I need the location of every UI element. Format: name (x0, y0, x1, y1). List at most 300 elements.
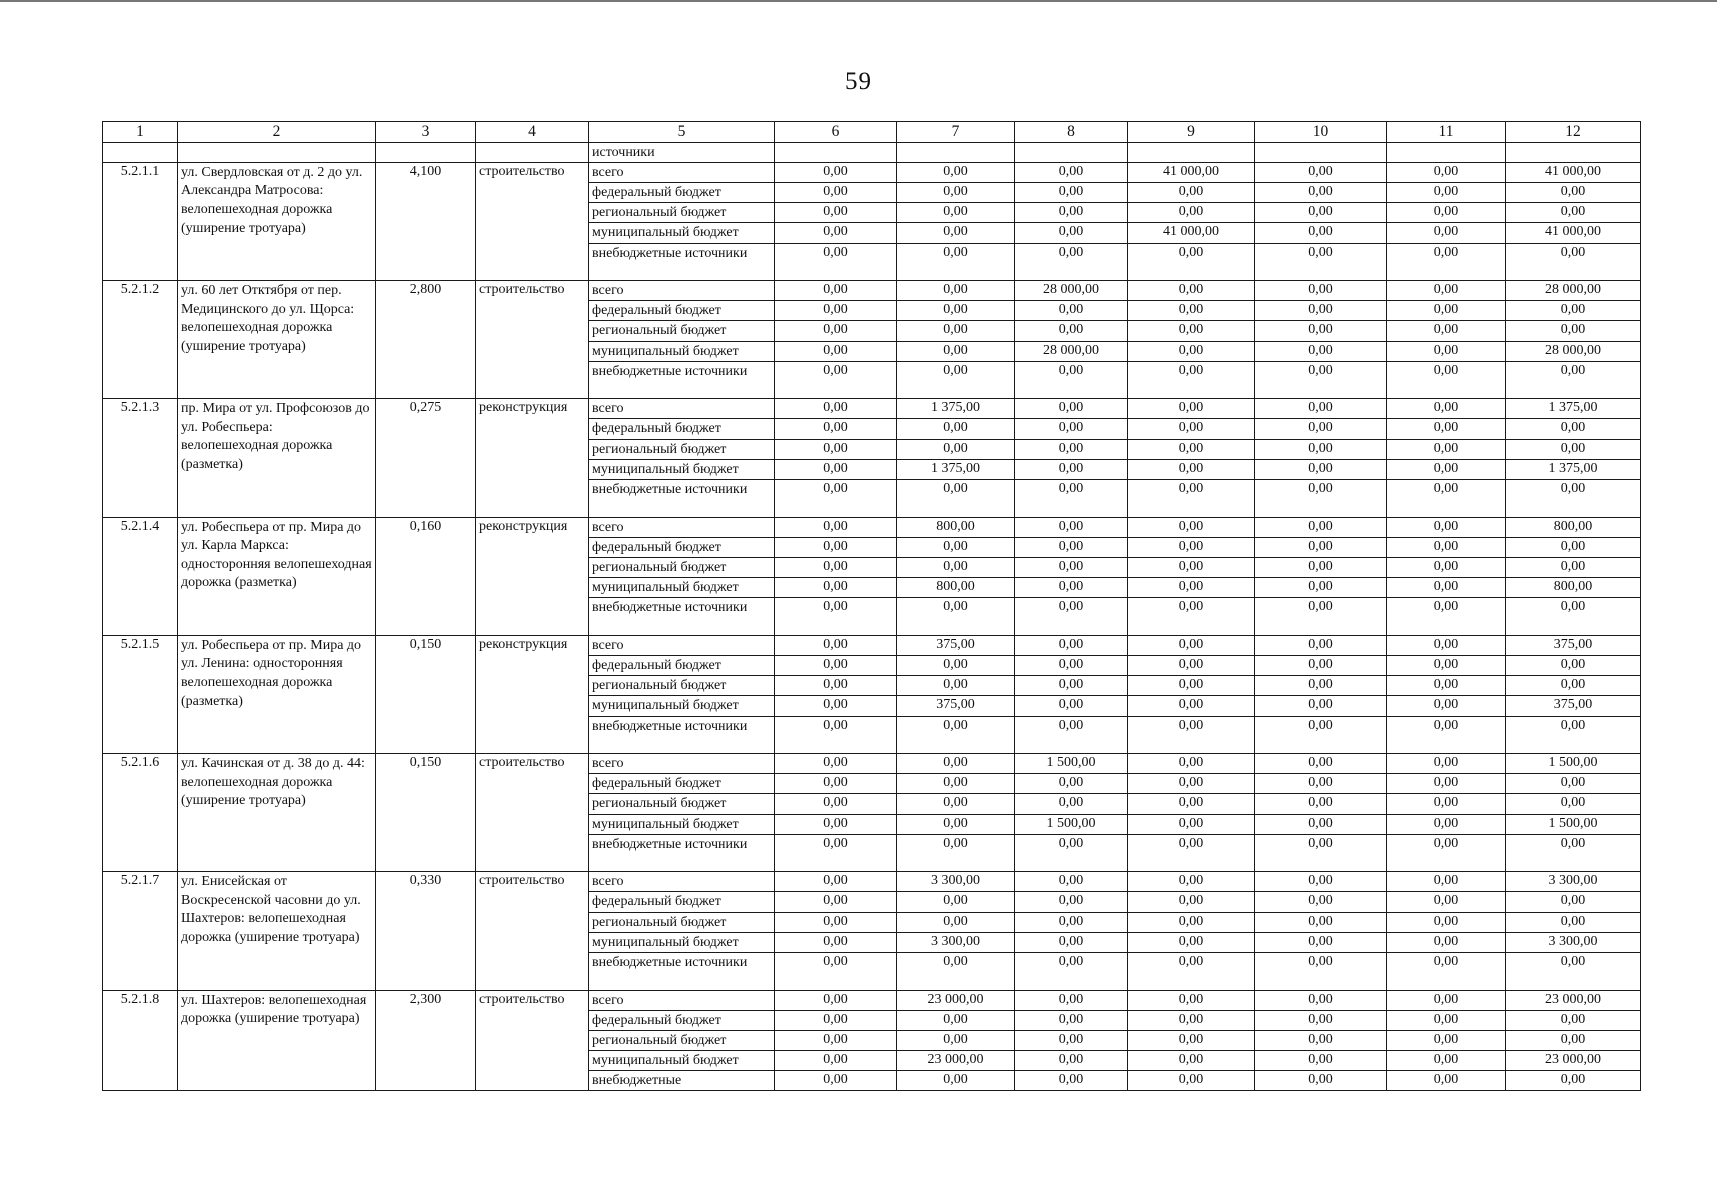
amount-cell: 0,00 (1015, 557, 1128, 577)
amount-cell: 0,00 (1255, 1071, 1387, 1091)
column-header: 6 (775, 122, 897, 143)
amount-cell: 0,00 (1506, 912, 1641, 932)
empty-cell (775, 143, 897, 163)
amount-cell: 0,00 (1255, 517, 1387, 537)
item-work-type: строительство (476, 990, 589, 1091)
amount-cell: 0,00 (1128, 696, 1255, 716)
amount-cell: 0,00 (897, 892, 1015, 912)
column-header: 10 (1255, 122, 1387, 143)
amount-cell: 0,00 (1128, 754, 1255, 774)
amount-cell: 1 375,00 (897, 399, 1015, 419)
amount-cell: 0,00 (1128, 655, 1255, 675)
funding-source-cell: внебюджетные источники (589, 480, 775, 518)
amount-cell: 1 500,00 (1015, 814, 1128, 834)
amount-cell: 0,00 (1255, 774, 1387, 794)
funding-source-cell: внебюджетные источники (589, 361, 775, 399)
amount-cell: 0,00 (1015, 203, 1128, 223)
amount-cell: 3 300,00 (1506, 932, 1641, 952)
amount-cell: 0,00 (1255, 754, 1387, 774)
amount-cell: 375,00 (897, 696, 1015, 716)
funding-source-cell: всего (589, 281, 775, 301)
amount-cell: 0,00 (1506, 655, 1641, 675)
column-header: 1 (103, 122, 178, 143)
item-work-type: строительство (476, 162, 589, 280)
amount-cell: 0,00 (1015, 517, 1128, 537)
page-number: 59 (845, 68, 872, 95)
funding-source-cell: региональный бюджет (589, 321, 775, 341)
amount-cell: 0,00 (1015, 696, 1128, 716)
amount-cell: 0,00 (1387, 1010, 1506, 1030)
amount-cell: 0,00 (1255, 223, 1387, 243)
amount-cell: 0,00 (897, 341, 1015, 361)
amount-cell: 0,00 (1387, 301, 1506, 321)
item-description: ул. Качинская от д. 38 до д. 44: велопешеходная дорожка (уширение тротуара) (178, 754, 376, 872)
amount-cell: 800,00 (897, 517, 1015, 537)
amount-cell: 0,00 (1128, 578, 1255, 598)
column-header: 8 (1015, 122, 1128, 143)
amount-cell: 0,00 (1015, 578, 1128, 598)
amount-cell: 0,00 (1506, 1071, 1641, 1091)
amount-cell: 0,00 (1015, 1051, 1128, 1071)
amount-cell: 0,00 (775, 1071, 897, 1091)
amount-cell: 0,00 (1128, 1030, 1255, 1050)
amount-cell: 0,00 (775, 1051, 897, 1071)
amount-cell: 0,00 (1128, 794, 1255, 814)
amount-cell: 0,00 (1015, 635, 1128, 655)
amount-cell: 0,00 (1387, 243, 1506, 281)
amount-cell: 0,00 (897, 953, 1015, 991)
amount-cell: 0,00 (1128, 243, 1255, 281)
amount-cell: 0,00 (1128, 834, 1255, 872)
amount-cell: 0,00 (775, 912, 897, 932)
amount-cell: 0,00 (1015, 990, 1128, 1010)
amount-cell: 0,00 (1255, 834, 1387, 872)
amount-cell: 0,00 (1387, 321, 1506, 341)
amount-cell: 0,00 (1128, 480, 1255, 518)
amount-cell: 0,00 (1128, 399, 1255, 419)
amount-cell: 0,00 (1015, 459, 1128, 479)
amount-cell: 0,00 (1506, 676, 1641, 696)
amount-cell: 375,00 (1506, 635, 1641, 655)
amount-cell: 0,00 (1255, 872, 1387, 892)
amount-cell: 0,00 (1015, 439, 1128, 459)
item-length: 0,330 (376, 872, 476, 990)
amount-cell: 0,00 (1387, 872, 1506, 892)
amount-cell: 23 000,00 (1506, 1051, 1641, 1071)
amount-cell: 0,00 (1015, 1030, 1128, 1050)
amount-cell: 0,00 (1128, 361, 1255, 399)
amount-cell: 0,00 (775, 281, 897, 301)
funding-row (103, 517, 1641, 537)
amount-cell: 0,00 (1506, 1010, 1641, 1030)
amount-cell: 0,00 (1015, 834, 1128, 872)
amount-cell: 0,00 (897, 537, 1015, 557)
amount-cell: 0,00 (1128, 676, 1255, 696)
amount-cell: 0,00 (1387, 557, 1506, 577)
amount-cell: 0,00 (1387, 696, 1506, 716)
amount-cell: 0,00 (1015, 321, 1128, 341)
amount-cell: 0,00 (897, 814, 1015, 834)
amount-cell: 0,00 (1255, 990, 1387, 1010)
column-number-row (103, 122, 1641, 143)
amount-cell: 0,00 (1255, 182, 1387, 202)
amount-cell: 0,00 (1015, 537, 1128, 557)
amount-cell: 0,00 (897, 598, 1015, 636)
amount-cell: 0,00 (775, 1010, 897, 1030)
amount-cell: 0,00 (897, 1071, 1015, 1091)
amount-cell: 0,00 (1506, 419, 1641, 439)
amount-cell: 0,00 (897, 676, 1015, 696)
empty-cell (103, 143, 178, 163)
column-header: 11 (1387, 122, 1506, 143)
funding-source-cell: всего (589, 990, 775, 1010)
amount-cell: 0,00 (1387, 341, 1506, 361)
amount-cell: 0,00 (1255, 321, 1387, 341)
amount-cell: 0,00 (1387, 774, 1506, 794)
funding-source-cell: всего (589, 517, 775, 537)
funding-source-cell: региональный бюджет (589, 676, 775, 696)
amount-cell: 0,00 (775, 223, 897, 243)
amount-cell: 0,00 (775, 537, 897, 557)
funding-source-cell: внебюджетные источники (589, 953, 775, 991)
amount-cell: 0,00 (775, 990, 897, 1010)
amount-cell: 0,00 (1387, 990, 1506, 1010)
amount-cell: 0,00 (1387, 892, 1506, 912)
amount-cell: 0,00 (775, 1030, 897, 1050)
amount-cell: 0,00 (1255, 696, 1387, 716)
funding-source-cell: федеральный бюджет (589, 774, 775, 794)
funding-source-cell: муниципальный бюджет (589, 223, 775, 243)
amount-cell: 0,00 (1506, 537, 1641, 557)
amount-cell: 0,00 (897, 794, 1015, 814)
amount-cell: 0,00 (1255, 578, 1387, 598)
amount-cell: 0,00 (775, 439, 897, 459)
empty-cell (178, 143, 376, 163)
amount-cell: 0,00 (897, 1030, 1015, 1050)
amount-cell: 0,00 (1255, 361, 1387, 399)
amount-cell: 0,00 (1128, 301, 1255, 321)
funding-row (103, 399, 1641, 419)
funding-source-cell: региональный бюджет (589, 912, 775, 932)
amount-cell: 0,00 (1506, 182, 1641, 202)
amount-cell: 0,00 (1387, 182, 1506, 202)
amount-cell: 0,00 (775, 696, 897, 716)
amount-cell: 0,00 (1128, 598, 1255, 636)
amount-cell: 0,00 (1255, 598, 1387, 636)
amount-cell: 0,00 (1015, 953, 1128, 991)
amount-cell: 0,00 (1506, 834, 1641, 872)
amount-cell: 0,00 (1015, 301, 1128, 321)
amount-cell: 800,00 (897, 578, 1015, 598)
amount-cell: 0,00 (775, 774, 897, 794)
amount-cell: 0,00 (897, 774, 1015, 794)
amount-cell: 0,00 (1015, 774, 1128, 794)
amount-cell: 0,00 (1128, 537, 1255, 557)
amount-cell: 0,00 (1128, 281, 1255, 301)
amount-cell: 0,00 (775, 932, 897, 952)
amount-cell: 0,00 (1255, 932, 1387, 952)
empty-cell (1387, 143, 1506, 163)
empty-cell (1015, 143, 1128, 163)
amount-cell: 0,00 (897, 243, 1015, 281)
amount-cell: 0,00 (775, 419, 897, 439)
column-header: 9 (1128, 122, 1255, 143)
amount-cell: 0,00 (1255, 203, 1387, 223)
amount-cell: 0,00 (1128, 517, 1255, 537)
item-code: 5.2.1.3 (103, 399, 178, 517)
amount-cell: 0,00 (775, 598, 897, 636)
amount-cell: 0,00 (1387, 834, 1506, 872)
amount-cell: 0,00 (1387, 655, 1506, 675)
item-length: 4,100 (376, 162, 476, 280)
amount-cell: 0,00 (1015, 361, 1128, 399)
funding-row (103, 281, 1641, 301)
funding-source-cell: муниципальный бюджет (589, 341, 775, 361)
amount-cell: 0,00 (1506, 774, 1641, 794)
amount-cell: 0,00 (1387, 203, 1506, 223)
amount-cell: 375,00 (897, 635, 1015, 655)
amount-cell: 0,00 (1255, 537, 1387, 557)
funding-source-cell: региональный бюджет (589, 203, 775, 223)
item-description: ул. 60 лет Отктября от пер. Медицинского до ул. Щорса: велопешеходная дорожка (уширение тротуара) (178, 281, 376, 399)
item-work-type: строительство (476, 754, 589, 872)
amount-cell: 0,00 (1506, 794, 1641, 814)
funding-source-cell: источники (589, 143, 775, 163)
amount-cell: 0,00 (1506, 598, 1641, 636)
funding-row (103, 872, 1641, 892)
funding-source-cell: федеральный бюджет (589, 655, 775, 675)
amount-cell: 28 000,00 (1506, 281, 1641, 301)
amount-cell: 0,00 (1387, 361, 1506, 399)
funding-source-cell: всего (589, 399, 775, 419)
amount-cell: 0,00 (1387, 814, 1506, 834)
amount-cell: 0,00 (1387, 1030, 1506, 1050)
item-description: ул. Енисейская от Воскресенской часовни до ул. Шахтеров: велопешеходная дорожка (уширение тротуара) (178, 872, 376, 990)
amount-cell: 0,00 (1015, 419, 1128, 439)
amount-cell: 28 000,00 (1015, 281, 1128, 301)
amount-cell: 0,00 (897, 480, 1015, 518)
amount-cell: 0,00 (1255, 1051, 1387, 1071)
item-work-type: строительство (476, 281, 589, 399)
amount-cell: 0,00 (775, 243, 897, 281)
item-description: ул. Робеспьера от пр. Мира до ул. Ленина: односторонняя велопешеходная дорожка (разметка) (178, 635, 376, 753)
amount-cell: 0,00 (775, 635, 897, 655)
amount-cell: 0,00 (1015, 655, 1128, 675)
item-code: 5.2.1.4 (103, 517, 178, 635)
item-length: 0,150 (376, 635, 476, 753)
funding-row (103, 635, 1641, 655)
amount-cell: 0,00 (1128, 953, 1255, 991)
amount-cell: 0,00 (1128, 716, 1255, 754)
amount-cell: 0,00 (1128, 912, 1255, 932)
amount-cell: 0,00 (897, 203, 1015, 223)
funding-row (103, 990, 1641, 1010)
amount-cell: 0,00 (1387, 223, 1506, 243)
amount-cell: 0,00 (1506, 557, 1641, 577)
amount-cell: 0,00 (775, 578, 897, 598)
funding-source-cell: внебюджетные источники (589, 834, 775, 872)
amount-cell: 0,00 (1506, 203, 1641, 223)
amount-cell: 23 000,00 (897, 990, 1015, 1010)
amount-cell: 0,00 (1387, 419, 1506, 439)
amount-cell: 0,00 (775, 794, 897, 814)
item-length: 0,160 (376, 517, 476, 635)
column-header: 2 (178, 122, 376, 143)
amount-cell: 0,00 (1255, 243, 1387, 281)
amount-cell: 0,00 (1387, 459, 1506, 479)
amount-cell: 0,00 (1255, 716, 1387, 754)
column-header: 4 (476, 122, 589, 143)
amount-cell: 0,00 (1015, 892, 1128, 912)
item-length: 0,150 (376, 754, 476, 872)
item-code: 5.2.1.7 (103, 872, 178, 990)
amount-cell: 1 375,00 (1506, 459, 1641, 479)
amount-cell: 0,00 (897, 361, 1015, 399)
amount-cell: 0,00 (1506, 1030, 1641, 1050)
item-code: 5.2.1.6 (103, 754, 178, 872)
budget-table (102, 121, 1641, 1091)
item-description: ул. Шахтеров: велопешеходная дорожка (уширение тротуара) (178, 990, 376, 1091)
amount-cell: 0,00 (775, 655, 897, 675)
amount-cell: 0,00 (1506, 321, 1641, 341)
amount-cell: 1 500,00 (1506, 754, 1641, 774)
amount-cell: 0,00 (897, 912, 1015, 932)
item-work-type: реконструкция (476, 399, 589, 517)
amount-cell: 375,00 (1506, 696, 1641, 716)
amount-cell: 0,00 (1015, 399, 1128, 419)
amount-cell: 0,00 (1128, 459, 1255, 479)
item-code: 5.2.1.5 (103, 635, 178, 753)
amount-cell: 0,00 (897, 301, 1015, 321)
amount-cell: 0,00 (1255, 301, 1387, 321)
amount-cell: 0,00 (1506, 716, 1641, 754)
amount-cell: 0,00 (1255, 794, 1387, 814)
funding-source-cell: федеральный бюджет (589, 419, 775, 439)
empty-cell (1506, 143, 1641, 163)
item-description: ул. Свердловская от д. 2 до ул. Александра Матросова: велопешеходная дорожка (уширение тротуара) (178, 162, 376, 280)
amount-cell: 0,00 (1255, 480, 1387, 518)
amount-cell: 0,00 (775, 892, 897, 912)
item-work-type: реконструкция (476, 635, 589, 753)
item-description: ул. Робеспьера от пр. Мира до ул. Карла Маркса: односторонняя велопешеходная дорожка (разметка) (178, 517, 376, 635)
amount-cell: 0,00 (775, 162, 897, 182)
amount-cell: 0,00 (1128, 1010, 1255, 1030)
amount-cell: 28 000,00 (1015, 341, 1128, 361)
funding-row (103, 162, 1641, 182)
amount-cell: 41 000,00 (1128, 162, 1255, 182)
amount-cell: 0,00 (1128, 182, 1255, 202)
amount-cell: 3 300,00 (897, 932, 1015, 952)
amount-cell: 0,00 (897, 1010, 1015, 1030)
amount-cell: 0,00 (1506, 892, 1641, 912)
amount-cell: 0,00 (897, 281, 1015, 301)
amount-cell: 0,00 (1387, 162, 1506, 182)
amount-cell: 0,00 (897, 182, 1015, 202)
amount-cell: 0,00 (775, 557, 897, 577)
amount-cell: 0,00 (1015, 598, 1128, 636)
empty-cell (476, 143, 589, 163)
funding-source-cell: региональный бюджет (589, 439, 775, 459)
column-header: 7 (897, 122, 1015, 143)
amount-cell: 0,00 (1255, 439, 1387, 459)
amount-cell: 0,00 (1128, 814, 1255, 834)
amount-cell: 0,00 (1506, 953, 1641, 991)
funding-source-cell: всего (589, 635, 775, 655)
funding-source-cell: всего (589, 872, 775, 892)
amount-cell: 0,00 (1255, 1010, 1387, 1030)
amount-cell: 0,00 (897, 754, 1015, 774)
amount-cell: 0,00 (1387, 598, 1506, 636)
amount-cell: 0,00 (1506, 301, 1641, 321)
amount-cell: 0,00 (775, 341, 897, 361)
amount-cell: 0,00 (775, 814, 897, 834)
funding-source-cell: всего (589, 754, 775, 774)
amount-cell: 0,00 (1128, 557, 1255, 577)
amount-cell: 0,00 (897, 321, 1015, 341)
amount-cell: 0,00 (1015, 223, 1128, 243)
amount-cell: 0,00 (1387, 953, 1506, 991)
amount-cell: 0,00 (897, 419, 1015, 439)
amount-cell: 0,00 (1255, 459, 1387, 479)
amount-cell: 0,00 (1015, 243, 1128, 281)
amount-cell: 0,00 (1128, 419, 1255, 439)
amount-cell: 0,00 (1387, 912, 1506, 932)
amount-cell: 0,00 (1015, 1010, 1128, 1030)
item-code: 5.2.1.8 (103, 990, 178, 1091)
column-header: 3 (376, 122, 476, 143)
amount-cell: 0,00 (1015, 794, 1128, 814)
amount-cell: 0,00 (1387, 716, 1506, 754)
funding-source-cell: муниципальный бюджет (589, 932, 775, 952)
amount-cell: 0,00 (1015, 162, 1128, 182)
amount-cell: 0,00 (1255, 676, 1387, 696)
amount-cell: 1 500,00 (1506, 814, 1641, 834)
amount-cell: 0,00 (775, 834, 897, 872)
amount-cell: 0,00 (897, 223, 1015, 243)
amount-cell: 3 300,00 (897, 872, 1015, 892)
amount-cell: 0,00 (1128, 1071, 1255, 1091)
empty-cell (897, 143, 1015, 163)
amount-cell: 0,00 (1015, 480, 1128, 518)
funding-source-cell: муниципальный бюджет (589, 1051, 775, 1071)
amount-cell: 0,00 (775, 301, 897, 321)
amount-cell: 0,00 (1255, 655, 1387, 675)
amount-cell: 0,00 (897, 834, 1015, 872)
amount-cell: 0,00 (1506, 439, 1641, 459)
amount-cell: 0,00 (1015, 676, 1128, 696)
amount-cell: 28 000,00 (1506, 341, 1641, 361)
amount-cell: 1 375,00 (1506, 399, 1641, 419)
carry-over-row (103, 143, 1641, 163)
amount-cell: 0,00 (1387, 754, 1506, 774)
amount-cell: 23 000,00 (897, 1051, 1015, 1071)
amount-cell: 0,00 (1015, 182, 1128, 202)
table-body (103, 122, 1641, 1091)
funding-source-cell: внебюджетные источники (589, 716, 775, 754)
amount-cell: 0,00 (775, 203, 897, 223)
amount-cell: 0,00 (775, 361, 897, 399)
funding-source-cell: всего (589, 162, 775, 182)
amount-cell: 0,00 (897, 557, 1015, 577)
amount-cell: 1 375,00 (897, 459, 1015, 479)
amount-cell: 0,00 (1128, 635, 1255, 655)
amount-cell: 0,00 (1387, 932, 1506, 952)
funding-row (103, 754, 1641, 774)
empty-cell (1128, 143, 1255, 163)
funding-source-cell: внебюджетные (589, 1071, 775, 1091)
amount-cell: 0,00 (1506, 480, 1641, 518)
column-header: 12 (1506, 122, 1641, 143)
